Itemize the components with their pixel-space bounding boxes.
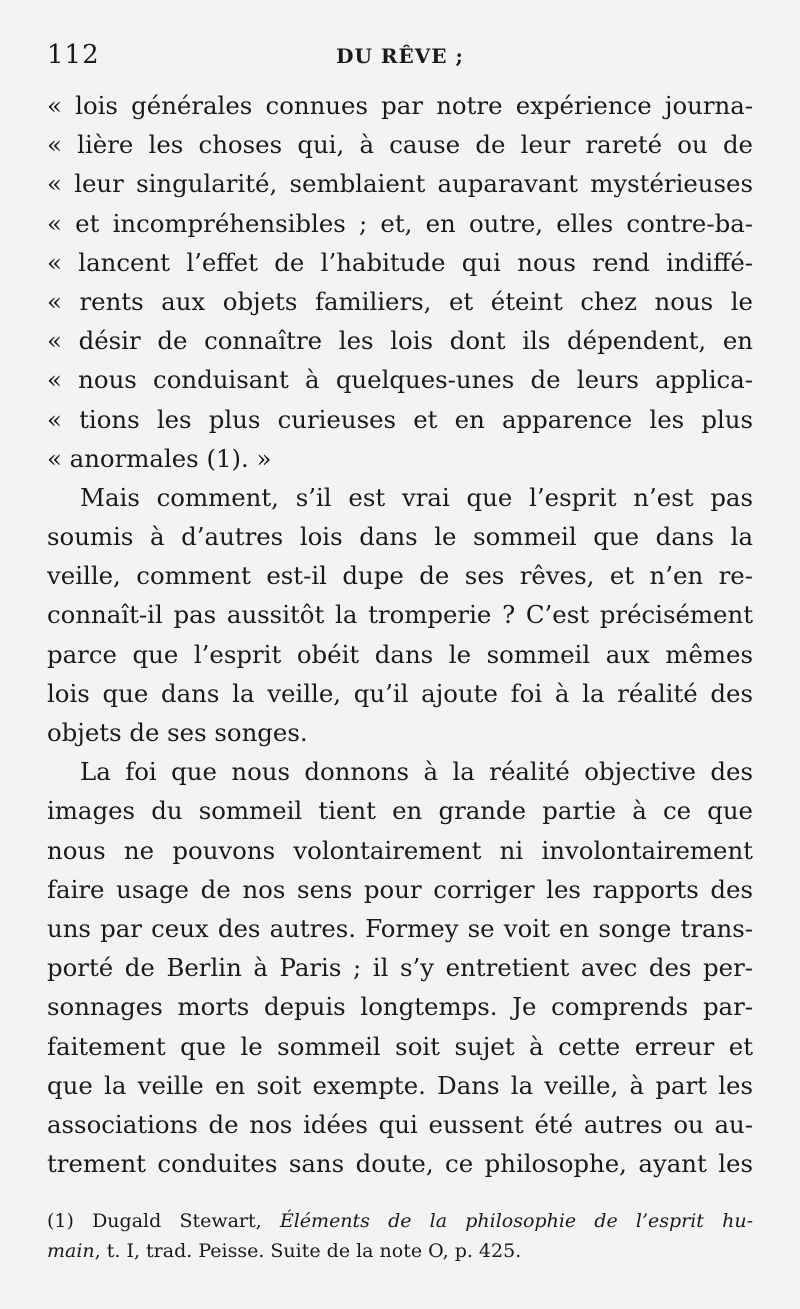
text-line: « nous conduisant à quelques-unes de leurs applica-	[47, 365, 753, 395]
footnote-text: , t. I, trad. Peisse. Suite de la note O, p. 425.	[94, 1240, 522, 1262]
text-line: faitement que le sommeil soit sujet à cette erreur et	[47, 1031, 753, 1061]
text-line: « désir de connaître les lois dont ils dépendent, en	[47, 326, 753, 356]
text-line: « tions les plus curieuses et en apparence les plus	[47, 404, 753, 434]
text-line: « lois générales connues par notre expérience journa-	[47, 91, 753, 120]
text-line: connaît-il pas aussitôt la tromperie ? C’est précisément	[47, 600, 753, 630]
text-line: porté de Berlin à Paris ; il s’y entretient avec des per-	[47, 953, 753, 983]
footnote-text: (1) Dugald Stewart,	[47, 1210, 280, 1232]
text-line: que la veille en soit exempte. Dans la veille, à part les	[47, 1070, 753, 1100]
text-line: lois que dans la veille, qu’il ajoute foi à la réalité des	[47, 678, 753, 708]
text-line: uns par ceux des autres. Formey se voit en songe trans-	[47, 913, 753, 943]
text-line: Mais comment, s’il est vrai que l’esprit n’est pas	[80, 482, 753, 512]
text-line: trement conduites sans doute, ce philosophe, ayant les	[47, 1149, 753, 1179]
text-line: La foi que nous donnons à la réalité objective des	[80, 757, 753, 787]
footnote-title: main	[47, 1240, 95, 1262]
page-header	[47, 40, 753, 80]
footnote-line	[47, 1236, 753, 1266]
text-line: sonnages morts depuis longtemps. Je comprends par-	[47, 992, 753, 1022]
text-line: « anormales (1). »	[47, 443, 272, 473]
footnote	[47, 1206, 753, 1266]
text-line: « lière les choses qui, à cause de leur rareté ou de	[47, 130, 753, 160]
text-line: nous ne pouvons volontairement ni involontairement	[47, 835, 753, 865]
text-line: « lancent l’effet de l’habitude qui nous rend indiffé-	[47, 247, 753, 277]
running-title: DU RÊVE ;	[336, 44, 464, 68]
text-line: « leur singularité, semblaient auparavant mystérieuses	[47, 169, 753, 199]
text-line: « et incompréhensibles ; et, en outre, elles contre-ba-	[47, 208, 753, 238]
text-line: veille, comment est-il dupe de ses rêves, et n’en re-	[47, 561, 753, 591]
text-line: soumis à d’autres lois dans le sommeil que dans la	[47, 522, 753, 552]
footnote-line	[47, 1206, 753, 1236]
text-line: « rents aux objets familiers, et éteint chez nous le	[47, 286, 753, 316]
body-text	[47, 86, 753, 1183]
text-line: associations de nos idées qui eussent été autres ou au-	[47, 1109, 753, 1139]
page-number: 112	[47, 40, 100, 70]
text-line: parce que l’esprit obéit dans le sommeil aux mêmes	[47, 639, 753, 669]
text-line: faire usage de nos sens pour corriger les rapports des	[47, 874, 753, 904]
text-line: images du sommeil tient en grande partie à ce que	[47, 796, 753, 826]
text-line: objets de ses songes.	[47, 718, 308, 747]
footnote-title: Éléments de la philosophie de l’esprit hu-	[279, 1210, 753, 1232]
